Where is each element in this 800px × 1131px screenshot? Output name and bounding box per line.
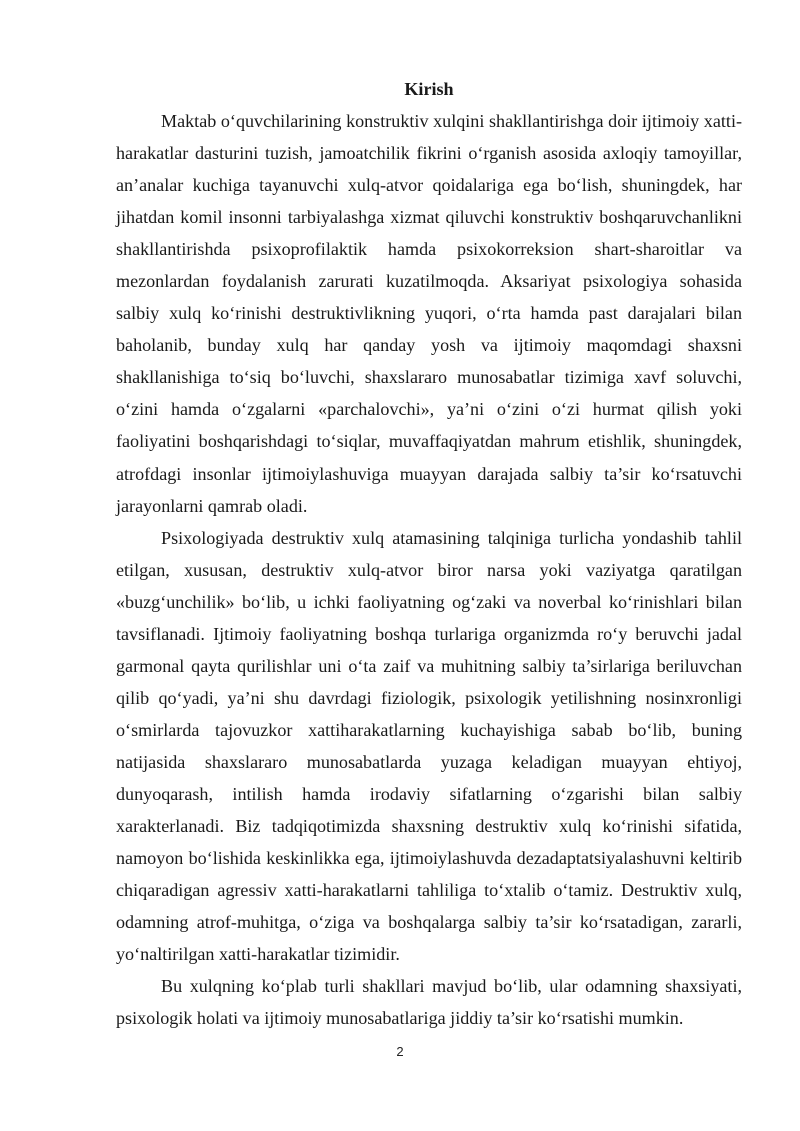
document-body xyxy=(116,73,742,1034)
paragraph-2: Psixologiyada destruktiv xulq atamasining talqiniga turlicha yondashib tahlil etilgan, xususan, destruktiv xulq-atvor biror narsa yoki vaziyatga qaratilgan «buzg‘unchilik» bo‘lib, u ichki faoliyatning og‘zaki va noverbal ko‘rinishlari bilan tavsiflanadi. Ijtimoiy faoliyatning boshqa turlariga organizmda ro‘y beruvchi jadal garmonal qayta qurilishlar uni o‘ta zaif va muhitning salbiy ta’sirlariga beriluvchan qilib qo‘yadi, ya’ni shu davrdagi fiziologik, psixologik yetilishning nosinxronligi o‘smirlarda tajovuzkor xattiharakatlarning kuchayishiga sabab bo‘lib, buning natijasida shaxslararo munosabatlarda yuzaga keladigan muayyan ehtiyoj, dunyoqarash, intilish hamda irodaviy sifatlarning o‘zgarishi bilan salbiy xarakterlanadi. Biz tadqiqotimizda shaxsning destruktiv xulq ko‘rinishi sifatida, namoyon bo‘lishida keskinlikka ega, ijtimoiylashuvda dezadaptatsiyalashuvni keltirib chiqaradigan agressiv xatti-harakatlarni tahliliga to‘xtalib o‘tamiz. Destruktiv xulq, odamning atrof-muhitga, o‘ziga va boshqalarga salbiy ta’sir ko‘rsatadigan, zararli, yo‘naltirilgan xatti-harakatlar tizimidir. xyxy=(116,527,742,965)
section-title: Kirish xyxy=(404,79,454,99)
paragraph-1: Maktab o‘quvchilarining konstruktiv xulqini shakllantirishga doir ijtimoiy xatti-harakatlar dasturini tuzish, jamoatchilik fikrini o‘rganish asosida axloqiy tamoyillar, an’analar kuchiga tayanuvchi xulq-atvor qoidalariga ega bo‘lish, shuningdek, har jihatdan komil insonni tarbiyalashga xizmat qiluvchi konstruktiv boshqaruvchanlikni shakllantirishda psixoprofilaktik hamda psixokorreksion shart-sharoitlar va mezonlardan foydalanish zarurati kuzatilmoqda. Aksariyat psixologiya sohasida salbiy xulq ko‘rinishi destruktivlikning yuqori, o‘rta hamda past darajalari bilan baholanib, bunday xulq har qanday yosh va ijtimoiy maqomdagi shaxsni shakllanishiga to‘siq bo‘luvchi, shaxslararo munosabatlar tizimiga xavf soluvchi, o‘zini hamda o‘zgalarni «parchalovchi», ya’ni o‘zini o‘zi hurmat qilish yoki faoliyatini boshqarishdagi to‘siqlar, muvaffaqiyatdan mahrum etishlik, shuningdek, atrofdagi insonlar ijtimoiylashuviga muayyan darajada salbiy ta’sir ko‘rsatuvchi jarayonlarni qamrab oladi. xyxy=(116,111,742,516)
page-number: 2 xyxy=(396,1044,404,1059)
paragraph-3: Bu xulqning ko‘plab turli shakllari mavjud bo‘lib, ular odamning shaxsiyati, psixologik holati va ijtimoiy munosabatlariga jiddiy ta’sir ko‘rsatishi mumkin. xyxy=(116,976,742,1029)
